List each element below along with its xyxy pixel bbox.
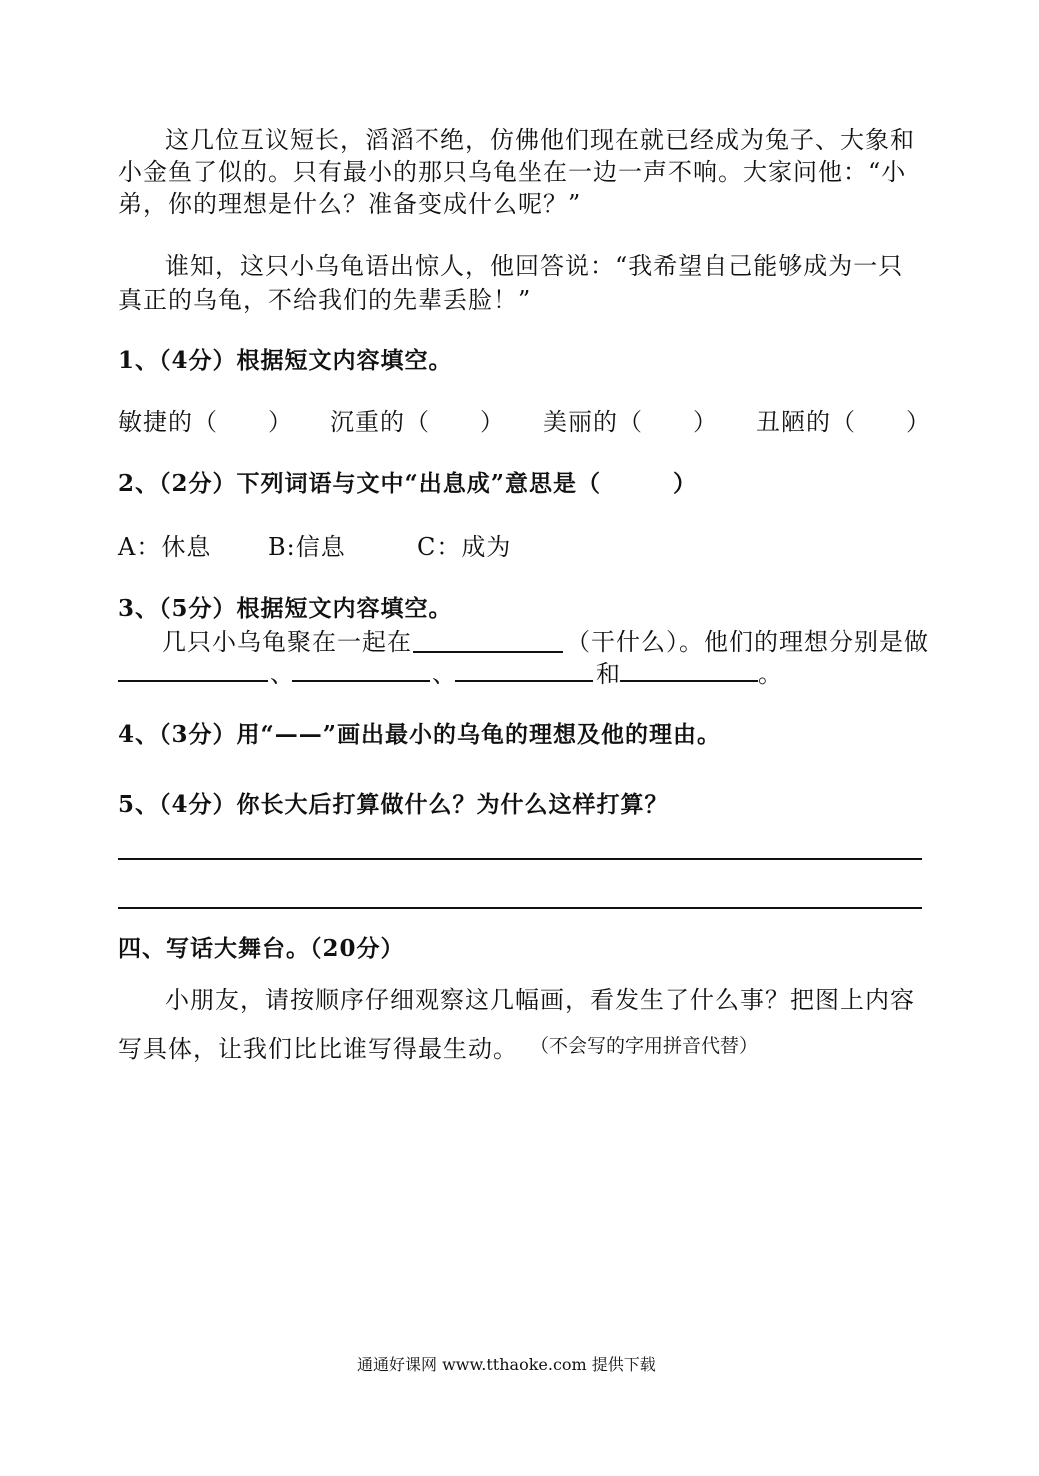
q3-separator: 、 (432, 660, 457, 688)
q1-item: 敏捷的（ ） (118, 408, 293, 436)
q3-text: 几只小乌龟聚在一起在 (162, 628, 412, 656)
question-2-title: 2、（2分）下列词语与文中“出息成”意思是（ ） (118, 470, 697, 497)
answer-line (118, 858, 922, 860)
q1-item: 沉重的（ ） (330, 408, 505, 436)
question-3-title: 3、（5分）根据短文内容填空。 (118, 595, 453, 622)
blank-line (455, 680, 593, 682)
section-4-text: 写具体，让我们比比谁写得最生动。 (118, 1035, 518, 1063)
page-footer: 通通好课网 www.tthaoke.com 提供下载 (357, 1355, 656, 1374)
section-4-title: 四、写话大舞台。（20分） (118, 935, 405, 962)
q2-option: C：成为 (417, 533, 512, 561)
blank-line (413, 651, 563, 653)
passage-line: 小金鱼了似的。只有最小的那只乌龟坐在一边一声不响。大家问他：“小 (118, 158, 907, 186)
blank-line (620, 680, 758, 682)
q3-separator: 、 (270, 660, 295, 688)
q1-item: 丑陋的（ ） (756, 408, 931, 436)
passage-line: 弟，你的理想是什么？准备变成什么呢？” (118, 190, 582, 218)
section-4-note: （不会写的字用拼音代替） (530, 1035, 759, 1057)
blank-line (292, 680, 430, 682)
q3-separator: 。 (758, 660, 783, 688)
q2-option: A：休息 (118, 533, 212, 561)
answer-line (118, 907, 922, 909)
question-1-title: 1、（4分）根据短文内容填空。 (118, 347, 453, 374)
passage-line: 真正的乌龟，不给我们的先辈丢脸！” (118, 286, 532, 314)
section-4-text: 小朋友，请按顺序仔细观察这几幅画，看发生了什么事？把图上内容 (165, 986, 915, 1014)
question-4-title: 4、（3分）用“——”画出最小的乌龟的理想及他的理由。 (118, 721, 721, 748)
blank-line (118, 680, 268, 682)
q3-text: （干什么）。他们的理想分别是做 (566, 628, 929, 656)
q2-option: B:信息 (268, 533, 346, 561)
passage-line: 这几位互议短长，滔滔不绝，仿佛他们现在就已经成为兔子、大象和 (165, 126, 915, 154)
q3-separator: 和 (596, 660, 621, 688)
passage-line: 谁知，这只小乌龟语出惊人，他回答说：“我希望自己能够成为一只 (165, 252, 904, 280)
q1-item: 美丽的（ ） (543, 408, 718, 436)
question-5-title: 5、（4分）你长大后打算做什么？为什么这样打算？ (118, 791, 669, 818)
